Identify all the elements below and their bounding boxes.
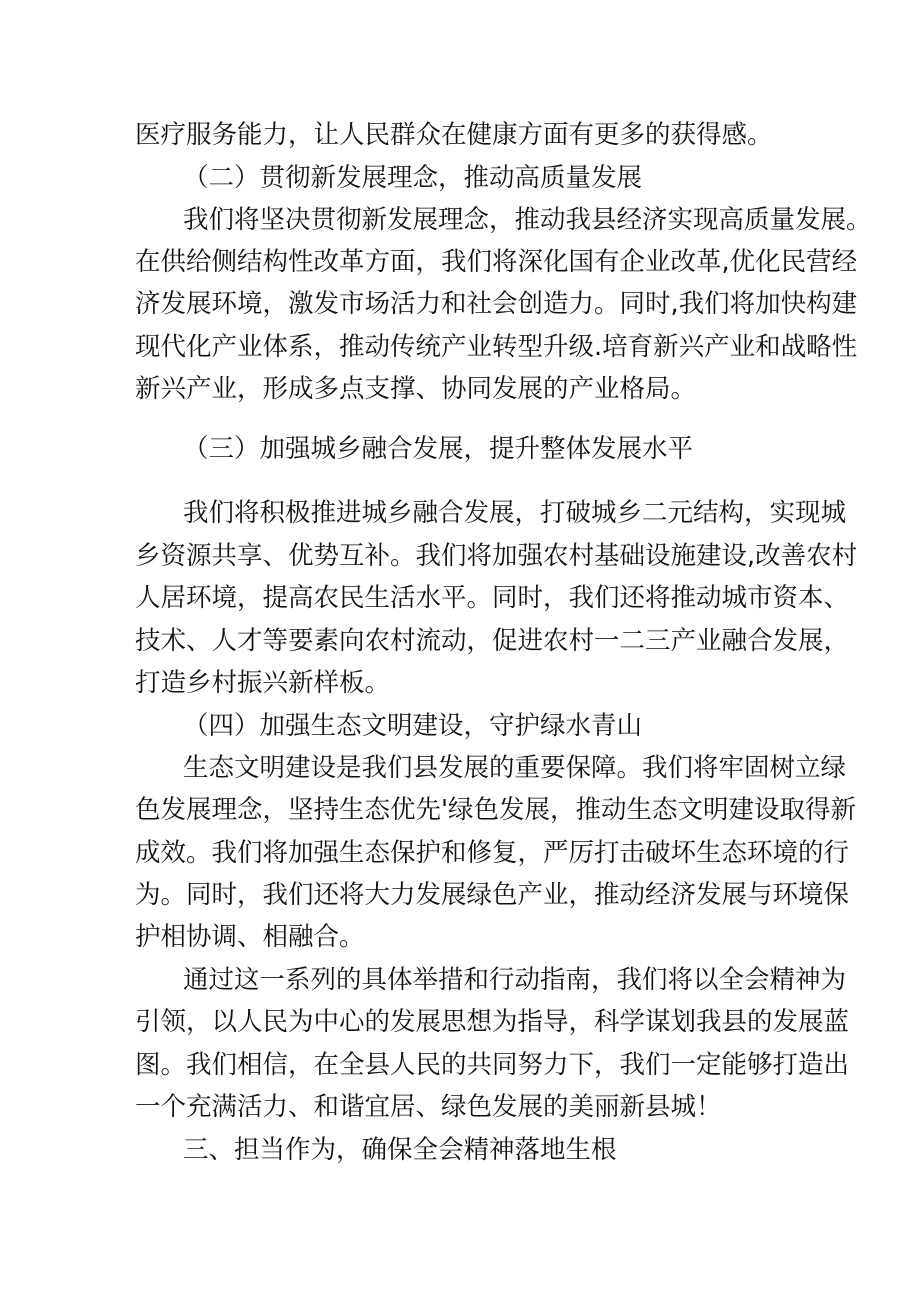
text-line: 我们将积极推进城乡融合发展，打破城乡二元结构，实现城 <box>183 498 847 528</box>
text-line: 济发展环境，激发市场活力和社会创造力。同时,我们将加快构建 <box>135 289 858 319</box>
text-line: 我们将坚决贯彻新发展理念，推动我县经济实现高质量发展。 <box>183 205 872 235</box>
section-heading: （四）加强生态文明建设，守护绿水青山 <box>183 711 643 741</box>
section-heading: （二）贯彻新发展理念，推动高质量发展 <box>183 163 643 193</box>
text-line: 为。同时，我们还将大力发展绿色产业，推动经济发展与环境保 <box>135 880 850 910</box>
text-line: 技术、人才等要素向农村流动，促进农村一二三产业融合发展， <box>135 626 850 656</box>
text-line: 一个充满活力、和谐宜居、绿色发展的美丽新县城！ <box>135 1092 722 1122</box>
text-line: 生态文明建设是我们县发展的重要保障。我们将牢固树立绿 <box>183 753 847 783</box>
text-line: 乡资源共享、优势互补。我们将加强农村基础设施建设,改善农村 <box>135 541 858 571</box>
text-line: 现代化产业体系，推动传统产业转型升级.培育新兴产业和战略性 <box>135 332 858 362</box>
text-line: 护相协调、相融合。 <box>135 922 365 952</box>
text-line: 人居环境，提高农民生活水平。同时，我们还将推动城市资本、 <box>135 583 850 613</box>
text-line: 图。我们相信，在全县人民的共同努力下，我们一定能够打造出 <box>135 1050 850 1080</box>
text-line: 成效。我们将加强生态保护和修复，严厉打击破坏生态环境的行 <box>135 838 850 868</box>
text-line: 医疗服务能力，让人民群众在健康方面有更多的获得感。 <box>135 120 773 150</box>
text-line: 引领，以人民为中心的发展思想为指导，科学谋划我县的发展蓝 <box>135 1007 850 1037</box>
text-line: 新兴产业，形成多点支撑、协同发展的产业格局。 <box>135 374 697 404</box>
text-line: 通过这一系列的具体举措和行动指南，我们将以全会精神为 <box>183 965 847 995</box>
section-heading: 三、担当作为，确保全会精神落地生根 <box>183 1135 617 1165</box>
section-heading: （三）加强城乡融合发展，提升整体发展水平 <box>183 434 694 464</box>
text-line: 打造乡村振兴新样板。 <box>135 668 391 698</box>
text-line: 在供给侧结构性改革方面，我们将深化国有企业改革,优化民营经 <box>135 247 858 277</box>
text-line: 色发展理念，坚持生态优先'绿色发展，推动生态文明建设取得新 <box>135 795 857 825</box>
